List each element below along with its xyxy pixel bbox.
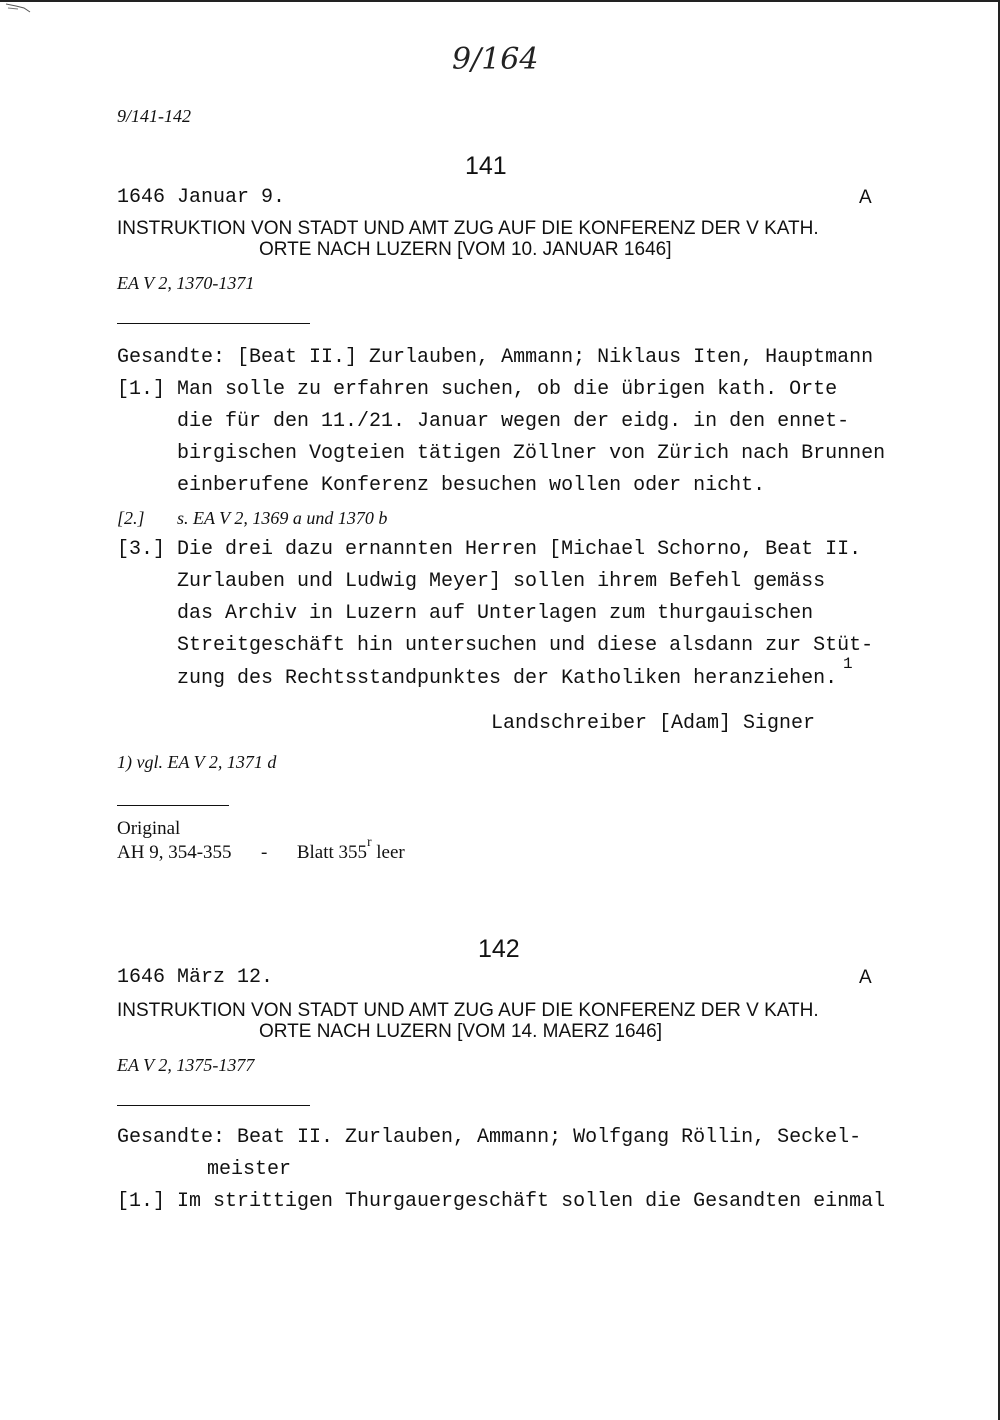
original-leer: leer: [376, 842, 405, 863]
ref-range: 9/141-142: [117, 106, 191, 126]
item-line: birgischen Vogteien tätigen Zöllner von Zürich nach Brunnen: [177, 442, 886, 465]
separator-rule: [117, 805, 229, 806]
entry-number-142: 142: [478, 935, 520, 963]
item-line: Im strittigen Thurgauergeschäft sollen die Gesandten einmal: [177, 1190, 886, 1213]
entry-title-line-1: INSTRUKTION VON STADT UND AMT ZUG AUF DIE KONFERENZ DER V KATH.: [117, 1000, 819, 1021]
entry-source: EA V 2, 1375-1377: [117, 1055, 255, 1075]
item-line: die für den 11./21. Januar wegen der eidg. in den ennet-: [177, 410, 850, 433]
entry-title-line-2: ORTE NACH LUZERN [VOM 10. JANUAR 1646]: [259, 239, 672, 260]
original-ref: AH 9, 354-355: [117, 842, 232, 863]
item-line: einberufene Konferenz besuchen wollen oder nicht.: [177, 474, 766, 497]
item-line: das Archiv in Luzern auf Unterlagen zum thurgauischen: [177, 602, 814, 625]
item-line: s. EA V 2, 1369 a und 1370 b: [177, 508, 388, 528]
original-blatt: Blatt 355: [296, 842, 368, 863]
item-number: [1.]: [117, 378, 166, 401]
original-dash: -: [261, 842, 268, 863]
item-line: Streitgeschäft hin untersuchen und diese alsdann zur Stüt-: [177, 634, 874, 657]
item-line: Die drei dazu ernannten Herren [Michael Schorno, Beat II.: [177, 538, 862, 561]
original-reference: [117, 834, 405, 864]
entry-date: 1646 März 12.: [117, 966, 274, 989]
entry-source: EA V 2, 1370-1371: [117, 273, 255, 293]
archive-mark: 9/164: [452, 42, 539, 77]
entry-type: A: [859, 187, 872, 208]
item-number: [3.]: [117, 538, 166, 561]
entry-title-line-1: INSTRUKTION VON STADT UND AMT ZUG AUF DIE KONFERENZ DER V KATH.: [117, 218, 819, 239]
entry-type: A: [859, 967, 872, 988]
item-line: zung des Rechtsstandpunktes der Katholiken heranziehen.: [177, 667, 838, 690]
item-line: Zurlauben und Ludwig Meyer] sollen ihrem Befehl gemäss: [177, 570, 826, 593]
scan-corner-mark: [4, 2, 34, 14]
envoys-line-2: meister: [207, 1158, 292, 1181]
item-number: [2.]: [117, 508, 145, 528]
page-border-top: [0, 0, 1000, 2]
signature: Landschreiber [Adam] Signer: [491, 712, 816, 735]
separator-rule: [117, 1105, 310, 1106]
footnote-mark: 1: [843, 655, 853, 673]
footnote: 1) vgl. EA V 2, 1371 d: [117, 752, 277, 772]
envoys: Gesandte: [Beat II.] Zurlauben, Ammann; Niklaus Iten, Hauptmann: [117, 346, 874, 369]
envoys-line-1: Gesandte: Beat II. Zurlauben, Ammann; Wolfgang Röllin, Seckel-: [117, 1126, 862, 1149]
original-label: Original: [117, 818, 181, 839]
original-sup: r: [367, 834, 372, 850]
separator-rule: [117, 323, 310, 324]
item-line: Man solle zu erfahren suchen, ob die übrigen kath. Orte: [177, 378, 838, 401]
entry-date: 1646 Januar 9.: [117, 186, 286, 209]
entry-number-141: 141: [465, 152, 507, 180]
item-number: [1.]: [117, 1190, 166, 1213]
entry-title-line-2: ORTE NACH LUZERN [VOM 14. MAERZ 1646]: [259, 1021, 662, 1042]
